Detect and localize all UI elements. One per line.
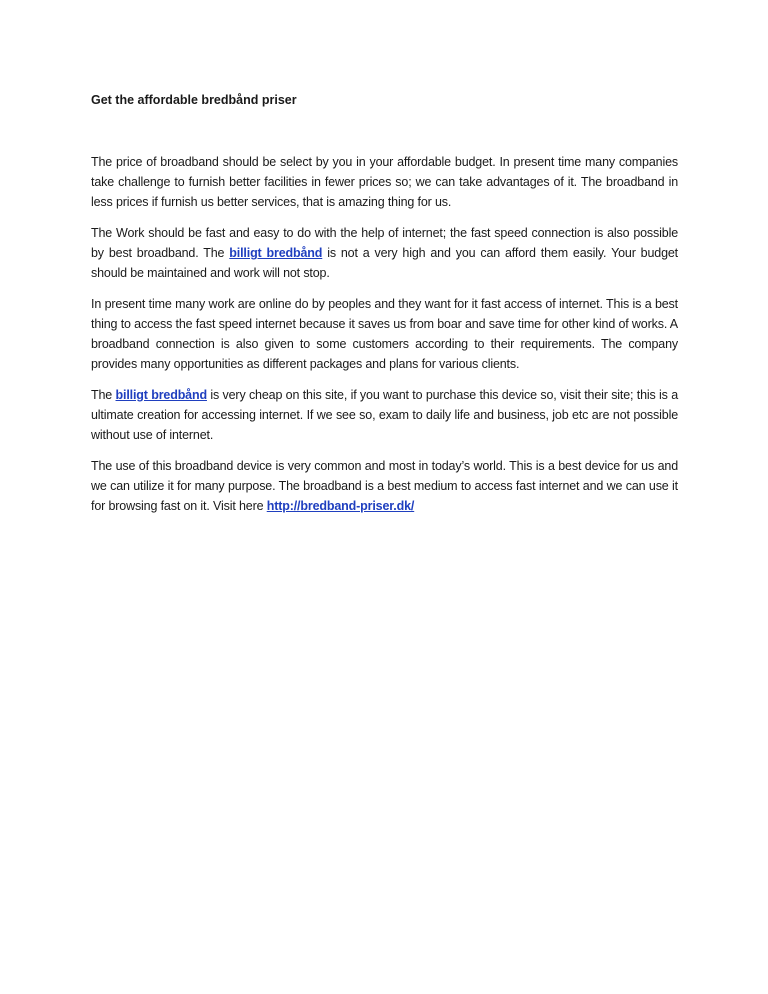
- paragraph-5: [91, 456, 678, 516]
- billigt-bredband-link-2[interactable]: billigt bredbånd: [115, 388, 207, 402]
- paragraph-1: The price of broadband should be select by you in your affordable budget. In present time many companies take challenge to furnish better facilities in fewer prices so; we can take advantages of it. The broadband in less prices if furnish us better services, that is amazing thing for us.: [91, 155, 678, 209]
- paragraph-2: [91, 223, 678, 283]
- paragraph-3: In present time many work are online do by peoples and they want for it fast access of internet. This is a best thing to access the fast speed internet because it saves us from boar and save time for other kind of works. A broadband connection is also given to some customers according to their requirements. The company provides many opportunities as different packages and plans for various clients.: [91, 297, 678, 371]
- paragraph-2-text-before: The Work should be fast and easy to do with the help of internet; the fast speed connection is also possible by best broadband. The: [91, 226, 678, 260]
- billigt-bredband-link-1[interactable]: billigt bredbånd: [229, 246, 323, 260]
- document-body: [91, 152, 678, 527]
- document-title: Get the affordable bredbånd priser: [91, 93, 297, 107]
- paragraph-4-text-after: is very cheap on this site, if you want to purchase this device so, visit their site; this is a ultimate creation for accessing internet. If we see so, exam to daily life and business, job etc are not possible without use of internet.: [91, 388, 678, 442]
- paragraph-4: [91, 385, 678, 445]
- paragraph-5-text-before: The use of this broadband device is very common and most in today’s world. This is a best device for us and we can utilize it for many purpose. The broadband is a best medium to access fast internet and we can use it for browsing fast on it. Visit here: [91, 459, 678, 513]
- bredband-priser-url-link[interactable]: http://bredband-priser.dk/: [266, 499, 415, 513]
- paragraph-2-text-after: is not a very high and you can afford them easily. Your budget should be maintained and work will not stop.: [91, 246, 678, 280]
- paragraph-4-text-before: The: [91, 388, 116, 402]
